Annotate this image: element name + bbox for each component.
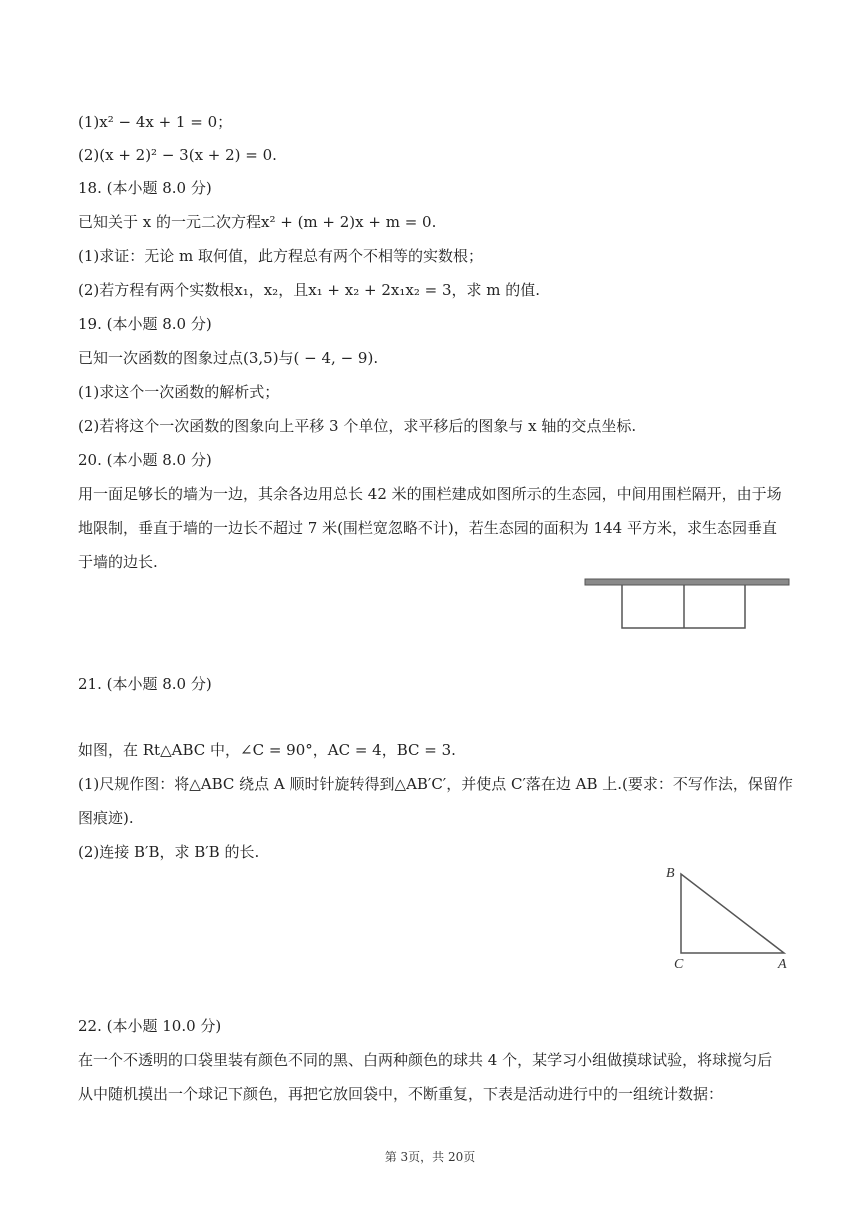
wall bbox=[585, 579, 789, 585]
q18-part1: (1)求证：无论 m 取何值，此方程总有两个不相等的实数根； bbox=[78, 247, 484, 265]
page-footer: 第 3页，共 20页 bbox=[384, 1150, 476, 1164]
q22-heading: 22. (本小题 10.0 分) bbox=[78, 1017, 222, 1035]
q20-heading: 20. (本小题 8.0 分) bbox=[78, 451, 212, 469]
q22-line1: 在一个不透明的口袋里装有颜色不同的黑、白两种颜色的球共 4 个，某学习小组做摸球试验，将球搅匀后 bbox=[78, 1051, 773, 1069]
garden-figure bbox=[582, 576, 792, 632]
label-a: A bbox=[778, 957, 787, 972]
q19-heading: 19. (本小题 8.0 分) bbox=[78, 315, 212, 333]
q18-heading: 18. (本小题 8.0 分) bbox=[78, 179, 212, 197]
q21-part2: (2)连接 B′B，求 B′B 的长. bbox=[78, 843, 260, 861]
label-b: B bbox=[666, 866, 675, 881]
q17-part2: (2)(x + 2)² − 3(x + 2) = 0. bbox=[78, 146, 277, 164]
q21-part1-line2: 图痕迹). bbox=[78, 809, 134, 827]
label-c: C bbox=[674, 957, 684, 972]
q20-line1: 用一面足够长的墙为一边，其余各边用总长 42 米的围栏建成如图所示的生态园，中间用围栏隔开，由于场 bbox=[78, 485, 782, 503]
q21-heading: 21. (本小题 8.0 分) bbox=[78, 675, 212, 693]
q19-part2: (2)若将这个一次函数的图象向上平移 3 个单位，求平移后的图象与 x 轴的交点坐标. bbox=[78, 417, 637, 435]
q17-part1: (1)x² − 4x + 1 = 0； bbox=[78, 113, 233, 131]
q20-line3: 于墙的边长. bbox=[78, 553, 158, 571]
q20-line2: 地限制，垂直于墙的一边长不超过 7 米(围栏宽忽略不计)，若生态园的面积为 144 平方米，求生态园垂直 bbox=[78, 519, 777, 537]
q21-part1-line1: (1)尺规作图：将△ABC 绕点 A 顺时针旋转得到△AB′C′，并使点 C′落在边 AB 上.(要求：不写作法，保留作 bbox=[78, 775, 793, 793]
triangle-figure bbox=[660, 862, 800, 972]
q19-stem: 已知一次函数的图象过点(3,5)与( − 4, − 9). bbox=[78, 349, 379, 367]
q22-line2: 从中随机摸出一个球记下颜色，再把它放回袋中，不断重复，下表是活动进行中的一组统计数据： bbox=[78, 1085, 724, 1103]
q18-stem: 已知关于 x 的一元二次方程x² + (m + 2)x + m = 0. bbox=[78, 213, 437, 231]
q18-part2: (2)若方程有两个实数根x₁，x₂，且x₁ + x₂ + 2x₁x₂ = 3，求 m 的值. bbox=[78, 281, 541, 299]
q19-part1: (1)求这个一次函数的解析式； bbox=[78, 383, 280, 401]
q21-stem: 如图，在 Rt△ABC 中，∠C = 90°，AC = 4，BC = 3. bbox=[78, 741, 456, 759]
triangle-abc bbox=[681, 874, 784, 953]
